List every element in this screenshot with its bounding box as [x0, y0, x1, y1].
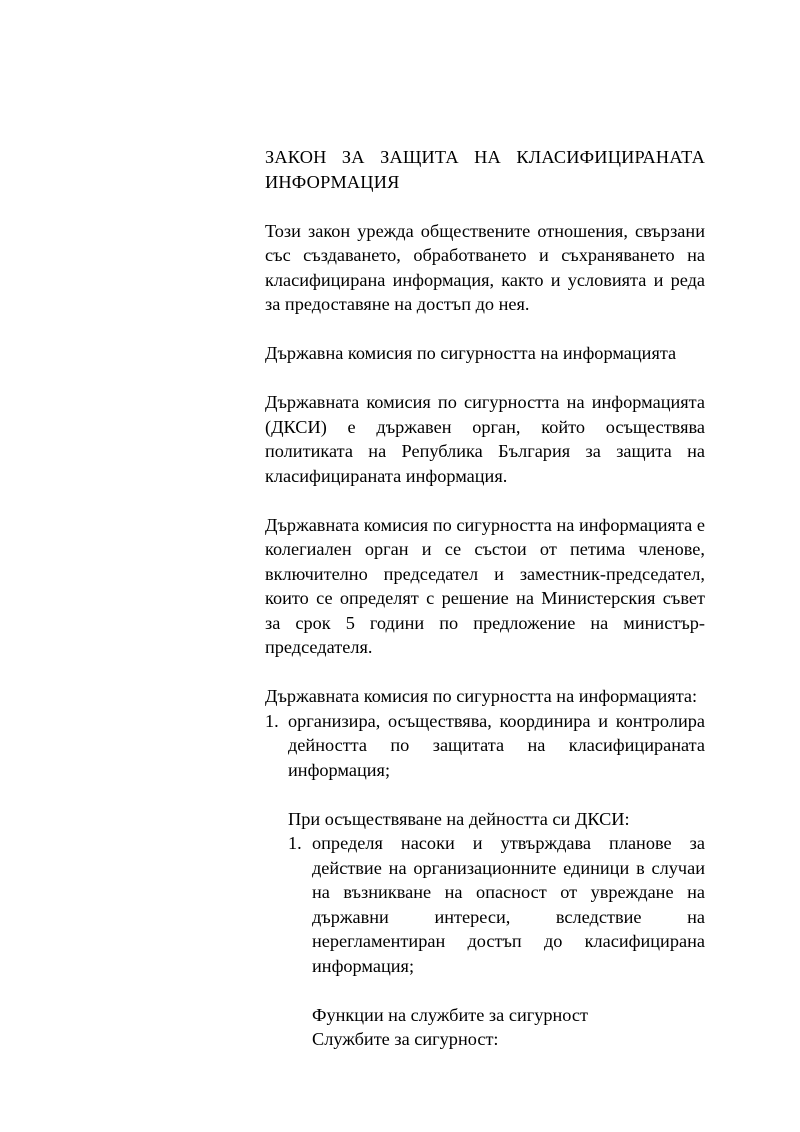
sub-section: [288, 807, 705, 979]
sub-list-item: [288, 831, 705, 978]
sub2-intro: Службите за сигурност:: [312, 1029, 499, 1049]
intro-paragraph: Този закон урежда обществените отношения, свързани със създаването, обработването и съхраняването на класифицирана информация, както и условията и реда за предоставяне на достъп до нея.: [265, 220, 705, 314]
sub-numbered-list: [288, 831, 705, 978]
list-intro: Държавната комисия по сигурността на информацията:: [265, 686, 698, 706]
paragraph-2: Държавната комисия по сигурността на информацията е колегиален орган и се състои от петима членове, включително председател и заместник-председател, които се определят с решение на Министерския съвет за срок 5 години по предложение на министър-председателя.: [265, 514, 705, 657]
title-line-1: ЗАКОН ЗА ЗАЩИТА НА КЛАСИФИЦИРАНАТА: [265, 147, 705, 167]
section-heading: Държавна комисия по сигурността на информацията: [265, 343, 677, 363]
document-title: [265, 145, 705, 194]
title-line-2: ИНФОРМАЦИЯ: [265, 171, 400, 192]
numbered-list: [265, 709, 705, 783]
list-item-text: организира, осъществява, координира и контролира дейността по защитата на класифицираната информация;: [288, 710, 705, 780]
list-item: [265, 709, 705, 783]
paragraph-1: Държавната комисия по сигурността на информацията (ДКСИ) е държавен орган, който осъществява политиката на Република България за защита на класифицираната информация.: [265, 392, 705, 486]
sub2-heading: Функции на службите за сигурност: [312, 1004, 588, 1025]
sub-list-item-text: определя насоки и утвърждава планове за действие на организационните единици в случаи на възникване на опасност от увреждане на държавни интереси, вследствие на нерегламентиран достъп до класифицирана информация;: [312, 833, 705, 976]
sub-intro: При осъществяване на дейността си ДКСИ:: [288, 808, 630, 829]
sub-sub-section: [312, 1003, 705, 1052]
list-item-number: 1.: [265, 710, 279, 731]
sub-list-item-number: 1.: [288, 833, 302, 853]
document-page: [265, 145, 705, 1052]
